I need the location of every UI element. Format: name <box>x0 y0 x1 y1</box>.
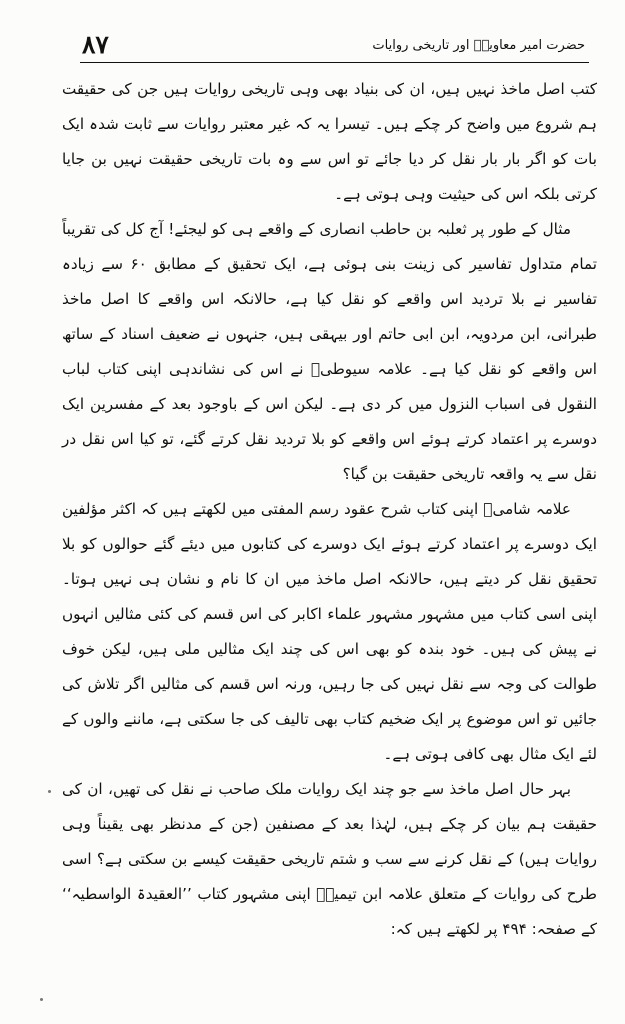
paragraph: کتب اصل ماخذ نہیں ہیں، ان کی بنیاد بھی وہی تاریخی روایات ہیں جن کی حقیقت ہم شروع میں واضح کر چکے ہیں۔ تیسرا یہ کہ غیر معتبر روایات سے ثابت شدہ ایک بات کو اگر بار بار نقل کر دیا جائے تو اس سے وہ بات تاریخی حقیقت نہیں بن جایا کرتی بلکہ اس کی حیثیت وہی ہوتی ہے۔ <box>62 80 597 203</box>
header-rule <box>80 62 589 63</box>
paragraph: بہر حال اصل ماخذ سے جو چند ایک روایات ملک صاحب نے نقل کی تھیں، ان کی حقیقت ہم بیان کر چکے ہیں، لہٰذا بعد کے مصنفین (جن کے مدنظر بھی یقیناً وہی روایات ہیں) کے نقل کرنے سے سب و شتم تاریخی حقیقت کیسے بن سکتی ہے؟ اسی طرح کی روایات کے متعلق علامہ ابن تیمیہؒ اپنی مشہور کتاب ’’العقیدۃ الواسطیہ‘‘ کے صفحہ: ۴۹۴ پر لکھتے ہیں کہ: <box>62 780 597 938</box>
scan-speck <box>48 790 51 793</box>
paragraph: مثال کے طور پر ثعلبہ بن حاطب انصاری کے واقعے ہی کو لیجئے! آج کل کی تقریباً تمام متداول تفاسیر کی زینت بنی ہوئی ہے، ایک تحقیق کے مطابق ۶۰ سے زیادہ تفاسیر نے بلا تردید اس واقعے کو نقل کیا ہے، حالانکہ اس واقعے کا اصل ماخذ طبرانی، ابن مردویہ، ابن ابی حاتم اور بیہقی ہیں، جنہوں نے ضعیف اسناد کے ساتھ اس واقعے کو نقل کیا ہے۔ علامہ سیوطیؒ نے اس کی نشاندہی اپنی کتاب لباب النقول فی اسباب النزول میں کر دی ہے۔ لیکن اس کے باوجود بعد کے مفسرین ایک دوسرے پر اعتماد کرتے ہوئے اس واقعے کو بلا تردید نقل کرتے گئے، تو کیا اس نقل در نقل سے یہ واقعہ تاریخی حقیقت بن گیا؟ <box>62 220 597 483</box>
running-head: حضرت امیر معاویہؓ اور تاریخی روایات <box>372 38 585 53</box>
page-number: ۸۷ <box>82 30 109 59</box>
paragraph: علامہ شامیؒ اپنی کتاب شرح عقود رسم المفتی میں لکھتے ہیں کہ اکثر مؤلفین ایک دوسرے پر اعتماد کرتے ہوئے ایک دوسرے کی کتابوں میں دیئے گئے حوالوں کو بلا تحقیق نقل کر دیتے ہیں، حالانکہ اصل ماخذ میں ان کا نام و نشان ہی نہیں ہوتا۔ اپنی اسی کتاب میں مشہور مشہور علماء اکابر کی اس قسم کی کئی مثالیں انہوں نے پیش کی ہیں۔ خود بندہ کو بھی اس کی چند ایک مثالیں ملی ہیں، لیکن خوف طوالت کی وجہ سے نقل نہیں کی جا رہیں، ورنہ اس قسم کی مثالیں اگر تلاش کی جائیں تو اس موضوع پر ایک ضخیم کتاب بھی تالیف کی جا سکتی ہے، ماننے والوں کے لئے ایک مثال بھی کافی ہوتی ہے۔ <box>62 500 597 763</box>
scan-speck <box>40 998 43 1001</box>
body-text <box>62 72 597 947</box>
